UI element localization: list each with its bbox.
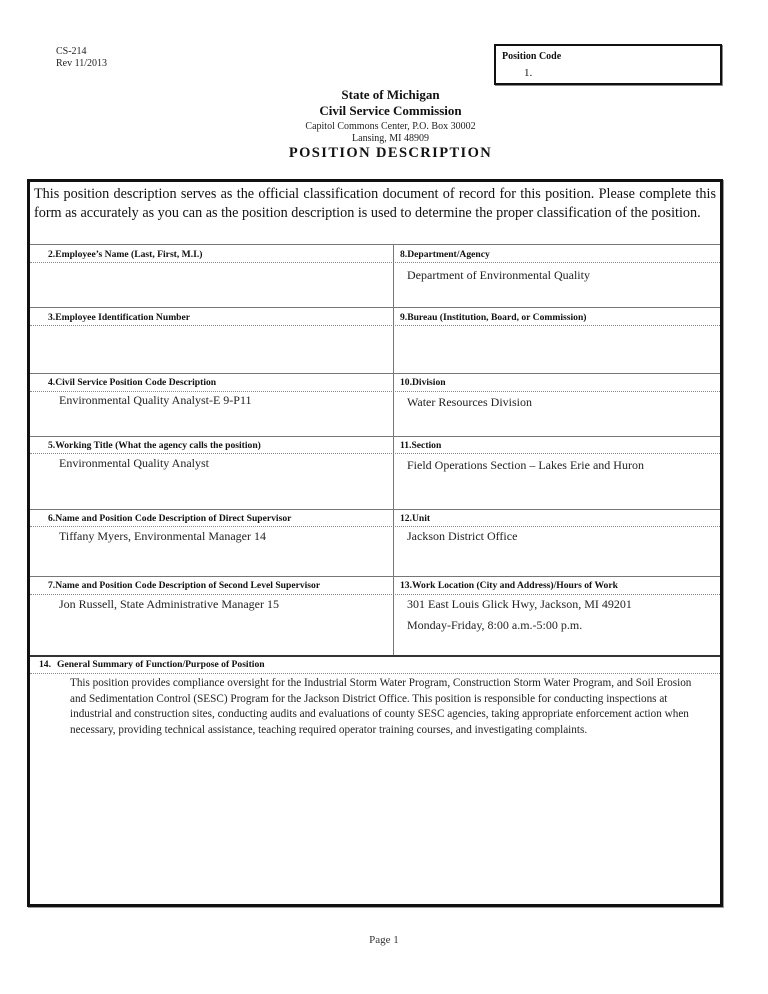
- form-revision: Rev 11/2013: [56, 58, 108, 69]
- working-title-label: 5.Working Title (What the agency calls the position): [48, 440, 261, 451]
- row-divider: [30, 307, 720, 308]
- employee-name-label: 2.Employee’s Name (Last, First, M.I.): [48, 249, 203, 260]
- position-code-description-field[interactable]: Environmental Quality Analyst-E 9-P11: [59, 393, 252, 407]
- direct-supervisor-label: 6.Name and Position Code Description of Direct Supervisor: [48, 513, 292, 524]
- dotted-divider: [30, 453, 720, 454]
- department-label: 8.Department/Agency: [400, 249, 490, 260]
- row-divider: [30, 436, 720, 437]
- position-code-label: Position Code: [502, 51, 562, 62]
- working-title-field[interactable]: Environmental Quality Analyst: [59, 456, 209, 470]
- dotted-divider: [30, 526, 720, 527]
- intro-text: This position description serves as the official classification document of record for this position. Please complete this form as accurately as you can as the position description is used to determine the proper classification of the position.: [34, 186, 716, 221]
- header-commission: Civil Service Commission: [319, 103, 462, 118]
- division-field[interactable]: Water Resources Division: [407, 395, 533, 409]
- position-code-box: [494, 44, 722, 85]
- position-code-field[interactable]: 1.: [524, 67, 533, 79]
- document-title: POSITION DESCRIPTION: [288, 145, 493, 161]
- division-label: 10.Division: [400, 377, 446, 388]
- header-state: State of Michigan: [341, 87, 440, 102]
- work-location-address-field[interactable]: 301 East Louis Glick Hwy, Jackson, MI 49201: [407, 597, 632, 611]
- second-supervisor-label: 7.Name and Position Code Description of Second Level Supervisor: [48, 580, 321, 591]
- summary-label: General Summary of Function/Purpose of Position: [57, 659, 265, 670]
- unit-field[interactable]: Jackson District Office: [407, 529, 518, 543]
- page-number: Page 1: [369, 934, 399, 946]
- dotted-divider: [30, 262, 720, 263]
- department-field[interactable]: Department of Environmental Quality: [407, 268, 590, 282]
- column-divider: [393, 244, 394, 655]
- form-number: CS-214: [56, 46, 87, 57]
- section-label: 11.Section: [400, 440, 442, 451]
- work-location-label: 13.Work Location (City and Address)/Hours of Work: [400, 580, 618, 591]
- header-address-line1: Capitol Commons Center, P.O. Box 30002: [305, 121, 476, 132]
- second-supervisor-field[interactable]: Jon Russell, State Administrative Manager 15: [59, 597, 279, 611]
- dotted-divider: [30, 391, 720, 392]
- header-address-line2: Lansing, MI 48909: [352, 133, 429, 144]
- row-divider: [30, 244, 720, 245]
- row-divider: [30, 576, 720, 577]
- work-hours-field[interactable]: Monday-Friday, 8:00 a.m.-5:00 p.m.: [407, 618, 583, 632]
- employee-id-label: 3.Employee Identification Number: [48, 312, 191, 323]
- section-divider: [30, 655, 720, 657]
- form-identifier: [56, 46, 107, 70]
- summary-number: 14.: [39, 659, 51, 670]
- row-divider: [30, 373, 720, 374]
- dotted-divider: [30, 594, 720, 595]
- row-divider: [30, 509, 720, 510]
- section-field[interactable]: Field Operations Section – Lakes Erie and Huron: [407, 458, 644, 472]
- dotted-divider: [30, 673, 720, 674]
- direct-supervisor-field[interactable]: Tiffany Myers, Environmental Manager 14: [59, 529, 266, 543]
- unit-label: 12.Unit: [400, 513, 431, 524]
- form-body: [27, 179, 723, 907]
- bureau-label: 9.Bureau (Institution, Board, or Commission): [400, 312, 587, 323]
- position-code-description-label: 4.Civil Service Position Code Description: [48, 377, 217, 388]
- summary-field[interactable]: This position provides compliance oversight for the Industrial Storm Water Program, Construction Storm Water Program, and Soil Erosion and Sedimentation Control (SESC) Program for the Jackson District Office. This position is responsible for conducting inspections at industrial and construction sites, conducting audits and evaluations of county SESC agencies, taking appropriate enforcement action when necessary, providing technical assistance, teaching required operator training courses, and investigating complaints.: [70, 677, 692, 737]
- dotted-divider: [30, 325, 720, 326]
